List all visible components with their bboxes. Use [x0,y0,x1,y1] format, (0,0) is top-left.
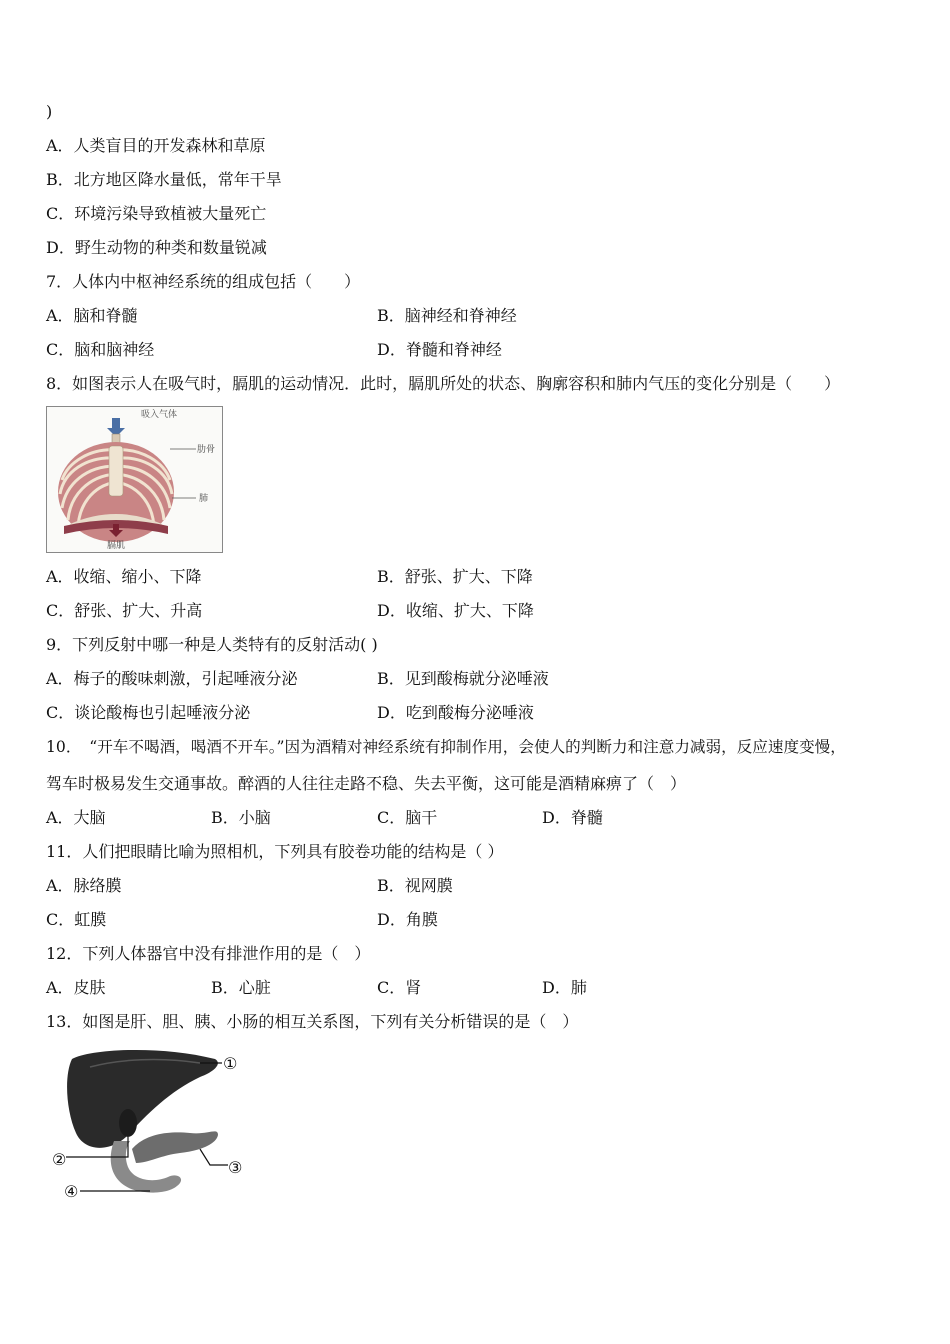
q9-option-c: C．谈论酸梅也引起唾液分泌 [46,703,251,722]
digestive-organs-figure [50,1045,250,1205]
q7-option-c: C．脑和脑神经 [46,340,155,359]
q7-option-a: A．脑和脊髓 [46,306,138,325]
q6-option-c: C．环境污染导致植被大量死亡 [46,204,267,223]
q10-option-c: C．脑干 [377,808,438,827]
q9-option-d: D．吃到酸梅分泌唾液 [377,703,534,722]
fig1-label-lung: 肺 [199,494,209,504]
q11-option-c: C．虹膜 [46,910,107,929]
liver [67,1050,218,1148]
fig2-label-4: ④ [64,1182,79,1201]
q8-option-d: D．收缩、扩大、下降 [377,601,534,620]
q10-option-b: B．小脑 [211,808,271,827]
q10-option-a: A．大脑 [46,808,106,827]
q7-option-b: B．脑神经和脊神经 [377,306,517,325]
q11-option-a: A．脉络膜 [46,876,122,895]
q9-stem: 9．下列反射中哪一种是人类特有的反射活动( ) [46,635,378,654]
q12-option-a: A．皮肤 [46,978,106,997]
q8-option-b: B．舒张、扩大、下降 [377,567,533,586]
q11-option-b: B．视网膜 [377,876,453,895]
q12-stem: 12．下列人体器官中没有排泄作用的是（ ） [46,944,371,963]
thorax-figure [46,406,223,553]
q9-option-b: B．见到酸梅就分泌唾液 [377,669,549,688]
q10-stem: 10． “开车不喝酒，喝酒不开车。”因为酒精对神经系统有抑制作用，会使人的判断力和注意力减弱，反应速度变慢， [46,738,846,756]
q9-option-a: A．梅子的酸味刺激，引起唾液分泌 [46,669,298,688]
fig1-label-diaphragm: 膈肌 [107,541,126,551]
q7-stem: 7．人体内中枢神经系统的组成包括（ ） [46,272,361,291]
gallbladder [119,1109,137,1137]
line-paren: ) [46,102,53,121]
fig2-label-2: ② [52,1150,67,1169]
q11-stem: 11．人们把眼睛比喻为照相机，下列具有胶卷功能的结构是（ ） [46,842,504,861]
q13-stem: 13．如图是肝、胆、胰、小肠的相互关系图，下列有关分析错误的是（ ） [46,1012,579,1031]
q8-stem: 8．如图表示人在吸气时，膈肌的运动情况．此时，膈肌所处的状态、胸廓容积和肺内气压的变化分别是（ ） [46,374,841,393]
q12-option-d: D．肺 [542,978,587,997]
q6-option-b: B．北方地区降水量低，常年干旱 [46,170,282,189]
q6-option-a: A．人类盲目的开发森林和草原 [46,136,266,155]
q7-option-d: D．脊髓和脊神经 [377,340,502,359]
q11-option-d: D．角膜 [377,910,438,929]
q12-option-b: B．心脏 [211,978,271,997]
fig2-label-3: ③ [228,1158,243,1177]
fig2-label-1: ① [223,1054,238,1073]
fig1-top-label: 吸入气体 [141,410,178,420]
q10-stem-cont: 驾车时极易发生交通事故。醉酒的人往往走路不稳、失去平衡，这可能是酒精麻痹了（ ） [46,774,687,793]
q6-option-d: D．野生动物的种类和数量锐减 [46,238,267,257]
q12-option-c: C．肾 [377,978,422,997]
q10-option-d: D．脊髓 [542,808,603,827]
fig1-label-rib: 肋骨 [197,445,216,455]
q8-option-a: A．收缩、缩小、下降 [46,567,202,586]
q8-option-c: C．舒张、扩大、升高 [46,601,203,620]
